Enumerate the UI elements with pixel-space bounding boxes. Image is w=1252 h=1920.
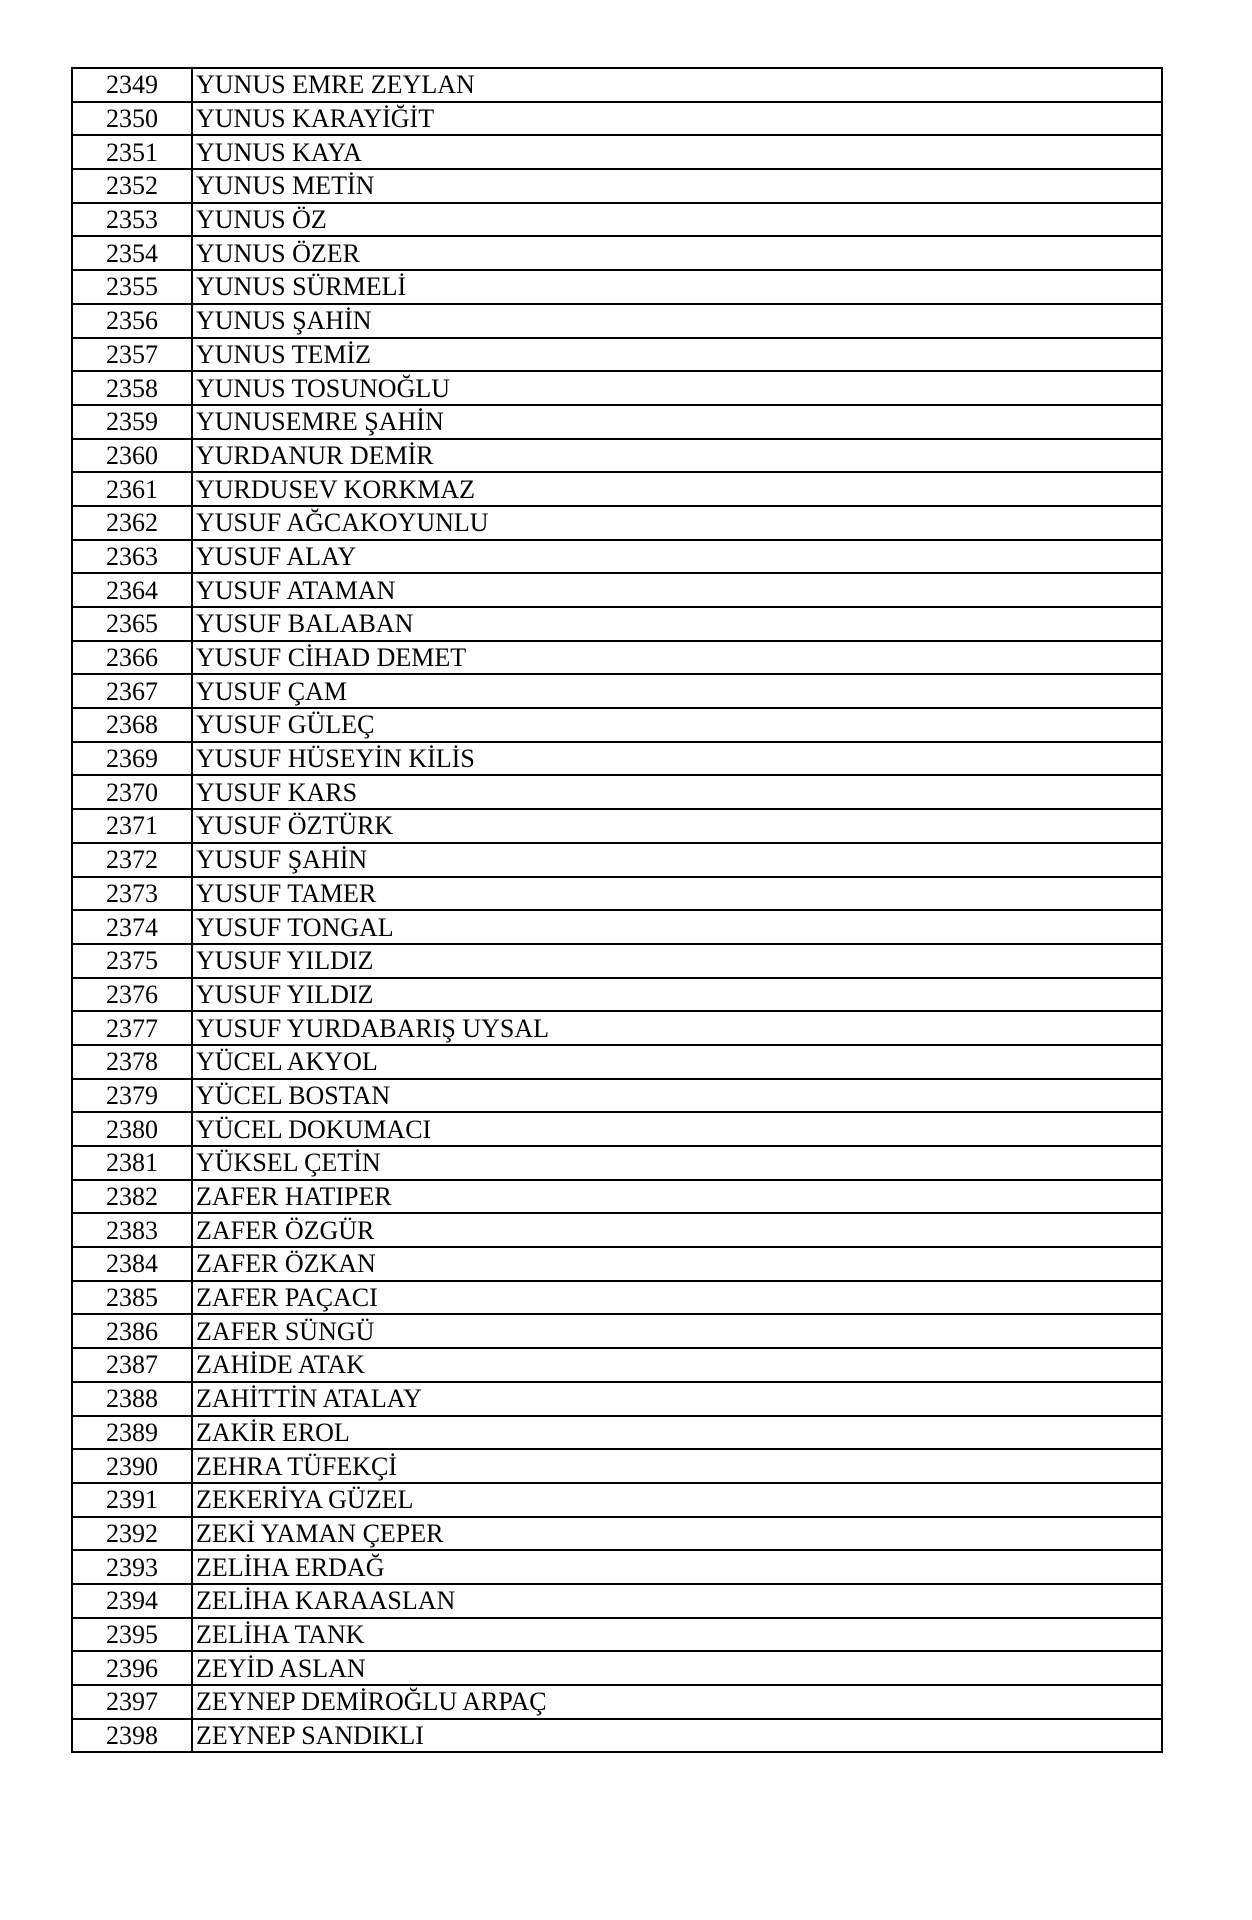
- full-name-cell: YUNUS METİN: [192, 169, 1162, 203]
- full-name-cell: YUSUF ATAMAN: [192, 573, 1162, 607]
- row-number-cell: 2397: [72, 1685, 192, 1719]
- table-row: [72, 1314, 1162, 1348]
- full-name-cell: ZAKİR EROL: [192, 1416, 1162, 1450]
- row-number-cell: 2367: [72, 674, 192, 708]
- row-number-cell: 2373: [72, 877, 192, 911]
- table-row: [72, 506, 1162, 540]
- full-name-cell: ZAFER ÖZKAN: [192, 1247, 1162, 1281]
- full-name-cell: YUSUF GÜLEÇ: [192, 708, 1162, 742]
- full-name-cell: ZAHİTTİN ATALAY: [192, 1382, 1162, 1416]
- row-number-cell: 2365: [72, 607, 192, 641]
- full-name-cell: YUSUF TONGAL: [192, 910, 1162, 944]
- full-name-cell: ZAHİDE ATAK: [192, 1348, 1162, 1382]
- full-name-cell: YUSUF AĞCAKOYUNLU: [192, 506, 1162, 540]
- row-number-cell: 2351: [72, 135, 192, 169]
- full-name-cell: ZEYNEP SANDIKLI: [192, 1719, 1162, 1753]
- row-number-cell: 2375: [72, 944, 192, 978]
- table-row: [72, 472, 1162, 506]
- row-number-cell: 2385: [72, 1281, 192, 1315]
- table-row: [72, 1651, 1162, 1685]
- table-row: [72, 843, 1162, 877]
- row-number-cell: 2366: [72, 641, 192, 675]
- name-list-body: [72, 68, 1162, 1752]
- row-number-cell: 2380: [72, 1112, 192, 1146]
- row-number-cell: 2359: [72, 405, 192, 439]
- table-row: [72, 978, 1162, 1012]
- table-row: [72, 1045, 1162, 1079]
- full-name-cell: ZEHRA TÜFEKÇİ: [192, 1449, 1162, 1483]
- table-row: [72, 540, 1162, 574]
- table-row: [72, 1483, 1162, 1517]
- row-number-cell: 2393: [72, 1550, 192, 1584]
- row-number-cell: 2357: [72, 338, 192, 372]
- row-number-cell: 2387: [72, 1348, 192, 1382]
- row-number-cell: 2389: [72, 1416, 192, 1450]
- row-number-cell: 2392: [72, 1517, 192, 1551]
- row-number-cell: 2353: [72, 203, 192, 237]
- full-name-cell: ZEYNEP DEMİROĞLU ARPAÇ: [192, 1685, 1162, 1719]
- full-name-cell: YÜCEL BOSTAN: [192, 1079, 1162, 1113]
- table-row: [72, 405, 1162, 439]
- row-number-cell: 2349: [72, 68, 192, 102]
- row-number-cell: 2391: [72, 1483, 192, 1517]
- table-row: [72, 775, 1162, 809]
- full-name-cell: YUSUF ŞAHİN: [192, 843, 1162, 877]
- row-number-cell: 2369: [72, 742, 192, 776]
- full-name-cell: YUNUS KARAYİĞİT: [192, 102, 1162, 136]
- row-number-cell: 2354: [72, 236, 192, 270]
- row-number-cell: 2384: [72, 1247, 192, 1281]
- name-list-table: [71, 67, 1163, 1753]
- row-number-cell: 2377: [72, 1011, 192, 1045]
- table-row: [72, 270, 1162, 304]
- full-name-cell: YUNUS ŞAHİN: [192, 304, 1162, 338]
- row-number-cell: 2374: [72, 910, 192, 944]
- full-name-cell: YUSUF YURDABARIŞ UYSAL: [192, 1011, 1162, 1045]
- full-name-cell: ZELİHA TANK: [192, 1618, 1162, 1652]
- full-name-cell: YUNUS TOSUNOĞLU: [192, 371, 1162, 405]
- full-name-cell: YUNUS TEMİZ: [192, 338, 1162, 372]
- table-row: [72, 809, 1162, 843]
- table-row: [72, 1416, 1162, 1450]
- table-row: [72, 641, 1162, 675]
- table-row: [72, 708, 1162, 742]
- table-row: [72, 1348, 1162, 1382]
- table-row: [72, 236, 1162, 270]
- full-name-cell: ZEYİD ASLAN: [192, 1651, 1162, 1685]
- row-number-cell: 2360: [72, 439, 192, 473]
- table-row: [72, 1584, 1162, 1618]
- table-row: [72, 1719, 1162, 1753]
- full-name-cell: YUNUS ÖZER: [192, 236, 1162, 270]
- row-number-cell: 2372: [72, 843, 192, 877]
- full-name-cell: YUNUS ÖZ: [192, 203, 1162, 237]
- table-row: [72, 169, 1162, 203]
- table-row: [72, 1146, 1162, 1180]
- row-number-cell: 2356: [72, 304, 192, 338]
- row-number-cell: 2371: [72, 809, 192, 843]
- row-number-cell: 2368: [72, 708, 192, 742]
- table-row: [72, 1213, 1162, 1247]
- full-name-cell: YUSUF YILDIZ: [192, 978, 1162, 1012]
- full-name-cell: YURDUSEV KORKMAZ: [192, 472, 1162, 506]
- table-row: [72, 135, 1162, 169]
- full-name-cell: ZAFER ÖZGÜR: [192, 1213, 1162, 1247]
- row-number-cell: 2370: [72, 775, 192, 809]
- full-name-cell: YUNUS SÜRMELİ: [192, 270, 1162, 304]
- row-number-cell: 2383: [72, 1213, 192, 1247]
- full-name-cell: YÜCEL DOKUMACI: [192, 1112, 1162, 1146]
- full-name-cell: YUSUF ÇAM: [192, 674, 1162, 708]
- table-row: [72, 1079, 1162, 1113]
- row-number-cell: 2358: [72, 371, 192, 405]
- table-row: [72, 1382, 1162, 1416]
- full-name-cell: ZELİHA ERDAĞ: [192, 1550, 1162, 1584]
- table-row: [72, 607, 1162, 641]
- full-name-cell: YURDANUR DEMİR: [192, 439, 1162, 473]
- table-row: [72, 742, 1162, 776]
- table-row: [72, 944, 1162, 978]
- table-row: [72, 910, 1162, 944]
- table-row: [72, 1517, 1162, 1551]
- row-number-cell: 2386: [72, 1314, 192, 1348]
- row-number-cell: 2396: [72, 1651, 192, 1685]
- full-name-cell: ZAFER PAÇACI: [192, 1281, 1162, 1315]
- row-number-cell: 2364: [72, 573, 192, 607]
- row-number-cell: 2390: [72, 1449, 192, 1483]
- row-number-cell: 2394: [72, 1584, 192, 1618]
- full-name-cell: YUSUF BALABAN: [192, 607, 1162, 641]
- full-name-cell: YUSUF CİHAD DEMET: [192, 641, 1162, 675]
- row-number-cell: 2398: [72, 1719, 192, 1753]
- table-row: [72, 1011, 1162, 1045]
- full-name-cell: YUSUF HÜSEYİN KİLİS: [192, 742, 1162, 776]
- row-number-cell: 2376: [72, 978, 192, 1012]
- table-row: [72, 1247, 1162, 1281]
- row-number-cell: 2352: [72, 169, 192, 203]
- full-name-cell: YUSUF TAMER: [192, 877, 1162, 911]
- full-name-cell: ZAFER SÜNGÜ: [192, 1314, 1162, 1348]
- full-name-cell: YUNUS KAYA: [192, 135, 1162, 169]
- table-row: [72, 1180, 1162, 1214]
- table-row: [72, 304, 1162, 338]
- table-row: [72, 573, 1162, 607]
- row-number-cell: 2382: [72, 1180, 192, 1214]
- table-row: [72, 1449, 1162, 1483]
- row-number-cell: 2381: [72, 1146, 192, 1180]
- table-row: [72, 338, 1162, 372]
- full-name-cell: ZEKİ YAMAN ÇEPER: [192, 1517, 1162, 1551]
- full-name-cell: ZELİHA KARAASLAN: [192, 1584, 1162, 1618]
- table-row: [72, 102, 1162, 136]
- row-number-cell: 2362: [72, 506, 192, 540]
- table-row: [72, 371, 1162, 405]
- row-number-cell: 2361: [72, 472, 192, 506]
- table-row: [72, 877, 1162, 911]
- full-name-cell: YUSUF YILDIZ: [192, 944, 1162, 978]
- full-name-cell: YÜCEL AKYOL: [192, 1045, 1162, 1079]
- full-name-cell: YUSUF ÖZTÜRK: [192, 809, 1162, 843]
- row-number-cell: 2388: [72, 1382, 192, 1416]
- table-row: [72, 203, 1162, 237]
- row-number-cell: 2350: [72, 102, 192, 136]
- full-name-cell: YUSUF KARS: [192, 775, 1162, 809]
- row-number-cell: 2378: [72, 1045, 192, 1079]
- full-name-cell: YUSUF ALAY: [192, 540, 1162, 574]
- table-row: [72, 674, 1162, 708]
- table-row: [72, 68, 1162, 102]
- full-name-cell: YUNUSEMRE ŞAHİN: [192, 405, 1162, 439]
- table-row: [72, 1685, 1162, 1719]
- row-number-cell: 2355: [72, 270, 192, 304]
- table-row: [72, 1112, 1162, 1146]
- table-row: [72, 1281, 1162, 1315]
- table-row: [72, 1618, 1162, 1652]
- row-number-cell: 2363: [72, 540, 192, 574]
- row-number-cell: 2395: [72, 1618, 192, 1652]
- table-row: [72, 1550, 1162, 1584]
- full-name-cell: YUNUS EMRE ZEYLAN: [192, 68, 1162, 102]
- full-name-cell: ZEKERİYA GÜZEL: [192, 1483, 1162, 1517]
- row-number-cell: 2379: [72, 1079, 192, 1113]
- table-row: [72, 439, 1162, 473]
- full-name-cell: YÜKSEL ÇETİN: [192, 1146, 1162, 1180]
- full-name-cell: ZAFER HATIPER: [192, 1180, 1162, 1214]
